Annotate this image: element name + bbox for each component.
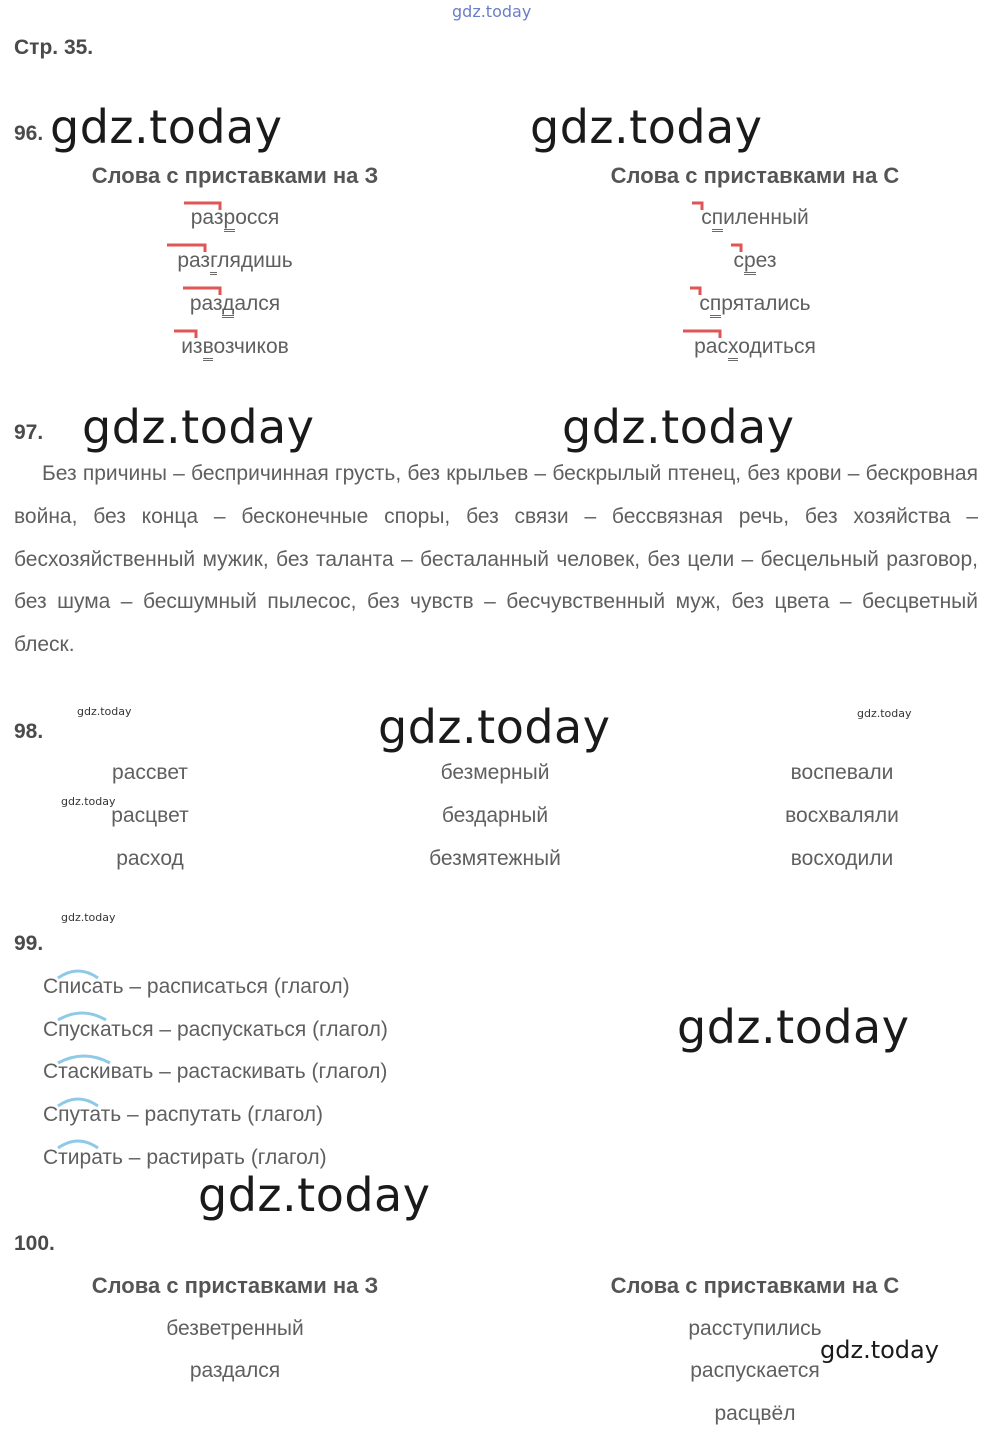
watermark-large: gdz.today: [50, 100, 283, 154]
ex97-paragraph: Без причины – беспричинная грусть, без крыльев – бескрылый птенец, без крови – бескровная война, без конца – бесконечные споры, без связи – бессвязная речь, без хозяйства – бесхозяйственный мужик, без таланта – бесталанный человек, без цели – бесцельный разговор, без шума – бесшумный пылесос, без чувств – бесчувственный муж, без цвета – бесцветный блеск.: [14, 462, 978, 657]
prefix-mark: [690, 288, 700, 295]
ex98-col3-word: восходили: [790, 847, 894, 870]
ex96-word-s-3: спрятались: [655, 292, 855, 316]
ex96-heading-z: Слова с приставками на З: [91, 163, 379, 188]
ex99-line: Спускаться – распускаться (глагол): [43, 1018, 388, 1041]
prefix-mark: [683, 331, 720, 338]
watermark-large: gdz.today: [82, 400, 315, 454]
root-arc-group: [58, 971, 110, 1148]
ex98-col3-word: воспевали: [790, 761, 894, 784]
root-arc-marks: [0, 950, 200, 1160]
ex100-heading-s: Слова с приставками на С: [610, 1273, 900, 1298]
watermark-large: gdz.today: [562, 400, 795, 454]
prefix-mark-group: [167, 203, 741, 338]
watermark-large: gdz.today: [677, 1000, 910, 1054]
ex100-word-z: безветренный: [166, 1317, 304, 1340]
ex99-line: Стаскивать – растаскивать (глагол): [43, 1060, 388, 1083]
ex100-word-s: расцвёл: [714, 1402, 796, 1425]
ex96-word-z-2: разглядишь: [135, 249, 335, 273]
ex98-col2-word: бездарный: [441, 804, 549, 827]
exercise-number-96: 96.: [14, 122, 44, 145]
prefix-mark: [174, 331, 196, 338]
prefix-mark: [167, 245, 205, 252]
root-arc: [58, 1141, 98, 1148]
exercise-number-97: 97.: [14, 421, 44, 444]
watermark-small: gdz.today: [61, 795, 116, 808]
ex100-word-s: расступились: [688, 1317, 822, 1340]
ex98-col1-word: рассвет: [112, 761, 188, 784]
prefix-mark: [184, 203, 220, 210]
ex99-line: Списать – расписаться (глагол): [43, 975, 350, 998]
ex96-word-s-2: срез: [655, 249, 855, 273]
ex96-heading-s: Слова с приставками на С: [610, 163, 900, 188]
exercise-number-99: 99.: [14, 932, 44, 955]
prefix-mark: [731, 245, 741, 252]
ex100-word-z: раздался: [189, 1359, 281, 1382]
root-arc: [58, 1056, 110, 1063]
watermark-top: gdz.today: [452, 2, 532, 21]
root-arc: [58, 1013, 106, 1020]
prefix-marks: [0, 0, 990, 380]
ex96-word-z-3: раздался: [135, 292, 335, 316]
exercise-number-100: 100.: [14, 1232, 55, 1255]
ex98-col1-word: расход: [116, 847, 184, 870]
ex98-col1-word: расцвет: [111, 804, 189, 827]
ex98-col2-word: безмерный: [440, 761, 550, 784]
ex96-word-s-1: спиленный: [655, 206, 855, 230]
page-header: Стр. 35.: [14, 36, 94, 59]
ex96-word-z-1: разросся: [135, 206, 335, 230]
ex99-line: Стирать – растирать (глагол): [43, 1146, 327, 1169]
exercise-number-98: 98.: [14, 720, 44, 743]
prefix-mark: [183, 288, 220, 295]
ex100-word-s: распускается: [690, 1359, 820, 1382]
watermark-large: gdz.today: [530, 100, 763, 154]
ex96-word-s-4: расходиться: [655, 335, 855, 359]
root-arc: [58, 971, 98, 978]
ex98-col2-word: безмятежный: [429, 847, 561, 870]
watermark-small: gdz.today: [61, 911, 116, 924]
ex98-col3-word: восхваляли: [785, 804, 899, 827]
ex96-word-z-4: извозчиков: [135, 335, 335, 359]
watermark-large: gdz.today: [378, 700, 611, 754]
watermark-small: gdz.today: [857, 707, 912, 720]
ex100-heading-z: Слова с приставками на З: [91, 1273, 379, 1298]
watermark-medium: gdz.today: [820, 1336, 939, 1364]
watermark-large: gdz.today: [198, 1168, 431, 1222]
watermark-small: gdz.today: [77, 705, 132, 718]
ex99-line: Спутать – распутать (глагол): [43, 1103, 324, 1126]
prefix-mark: [692, 203, 702, 210]
root-arc: [58, 1099, 98, 1106]
